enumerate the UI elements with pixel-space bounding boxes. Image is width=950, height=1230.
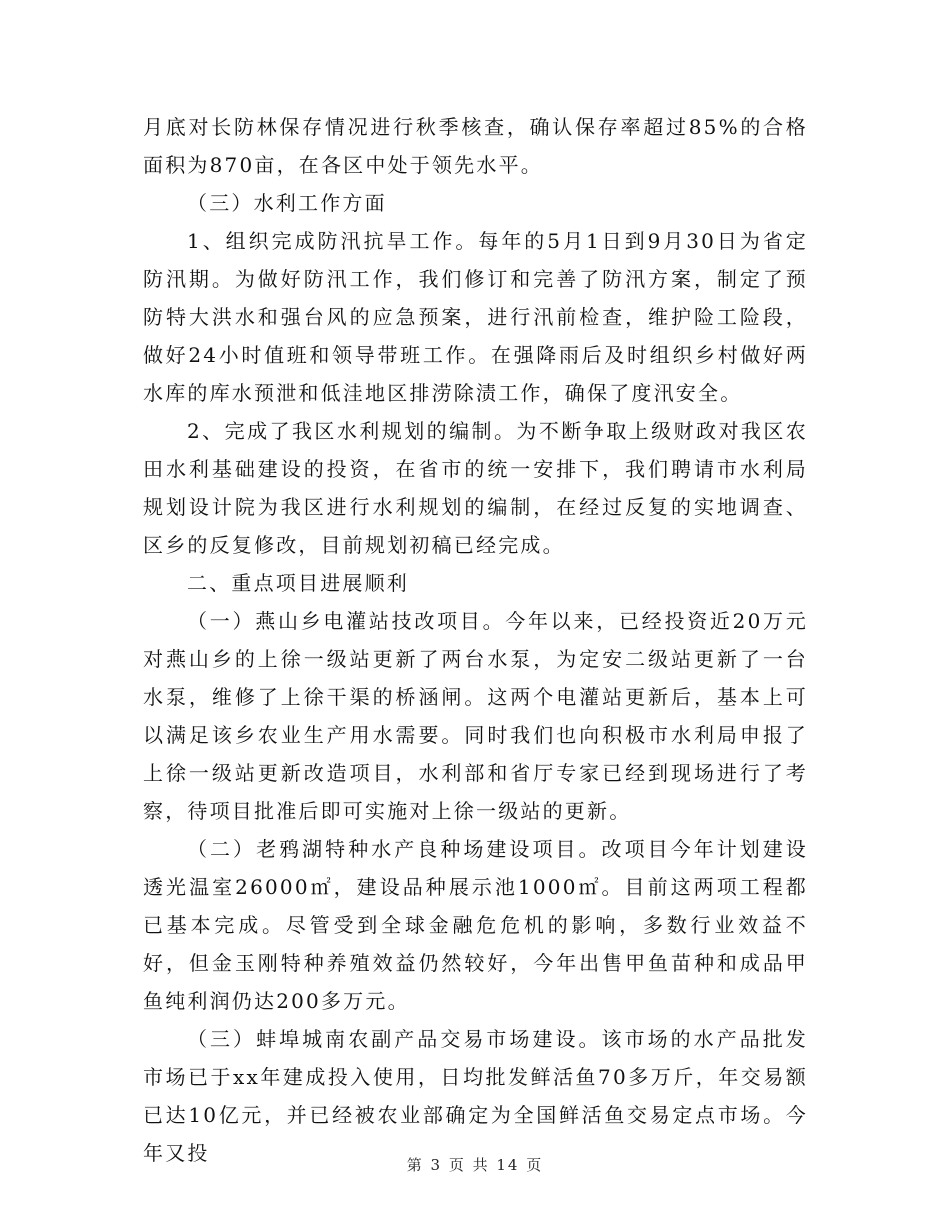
paragraph-flood-control: 1、组织完成防汛抗旱工作。每年的5月1日到9月30日为省定防汛期。为做好防汛工作，我们修订和完善了防汛方案，制定了预防特大洪水和强台风的应急预案，进行汛前检查，维护险工险段，做好24小时值班和领导带班工作。在强降雨后及时组织乡村做好两水库的库水预泄和低洼地区排涝除渍工作，确保了度汛安全。 [143, 229, 808, 405]
paragraph-yanshan-project: （一）燕山乡电灌站技改项目。今年以来，已经投资近20万元对燕山乡的上徐一级站更新了两台水泵，为定安二级站更新了一台水泵，维修了上徐干渠的桥涵闸。这两个电灌站更新后，基本上可以满足该乡农业生产用水需要。同时我们也向积极市水利局申报了上徐一级站更新改造项目，水利部和省厅专家已经到现场进行了考察，待项目批准后即可实施对上徐一级站的更新。 [143, 609, 808, 823]
paragraph-laoyahu-project: （二）老鸦湖特种水产良种场建设项目。改项目今年计划建设透光温室26000㎡，建设品种展示池1000㎡。目前这两项工程都已基本完成。尽管受到全球金融危危机的影响，多数行业效益不好，但金玉刚特种养殖效益仍然较好，今年出售甲鱼苗种和成品甲鱼纯利润仍达200多万元。 [143, 837, 808, 1013]
section-heading-key-projects: 二、重点项目进展顺利 [187, 571, 409, 595]
document-body [143, 108, 808, 1172]
paragraph-water-planning: 2、完成了我区水利规划的编制。为不断争取上级财政对我区农田水利基础建设的投资，在省市的统一安排下，我们聘请市水利局规划设计院为我区进行水利规划的编制，在经过反复的实地调查、区乡的反复修改，目前规划初稿已经完成。 [143, 419, 808, 557]
section-heading-water: （三）水利工作方面 [187, 191, 387, 215]
page-footer: 第 3 页 共 14 页 [406, 1156, 544, 1174]
paragraph-continued: 月底对长防林保存情况进行秋季核查，确认保存率超过85%的合格面积为870亩，在各区中处于领先水平。 [143, 115, 808, 177]
paragraph-bengbu-market: （三）蚌埠城南农副产品交易市场建设。该市场的水产品批发市场已于xx年建成投入使用，日均批发鲜活鱼70多万斤，年交易额已达10亿元，并已经被农业部确定为全国鲜活鱼交易定点市场。今年又投 [143, 1027, 808, 1165]
